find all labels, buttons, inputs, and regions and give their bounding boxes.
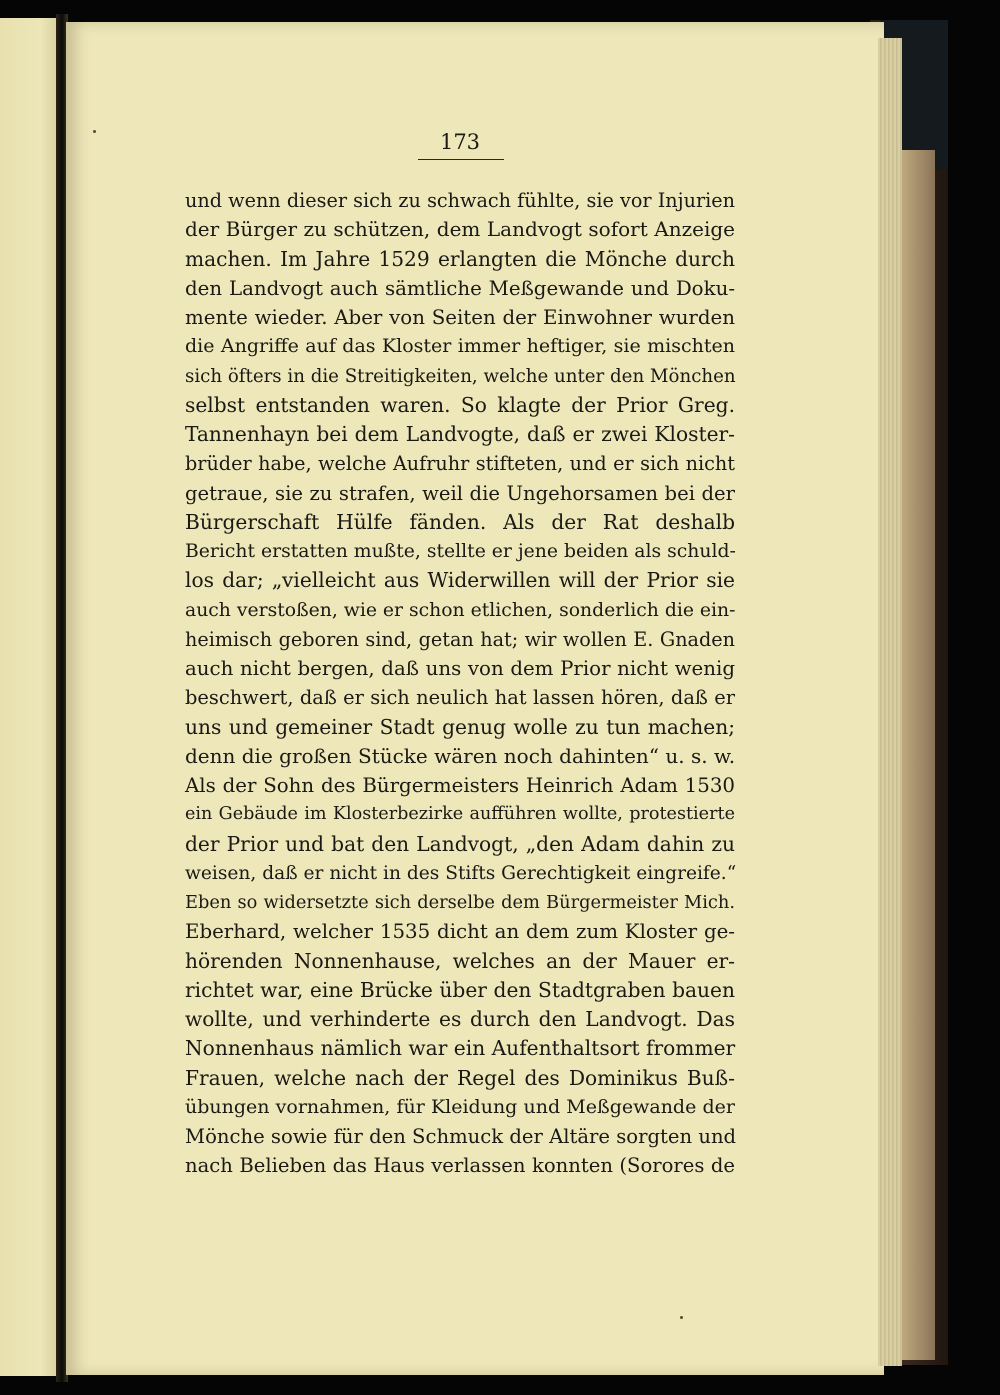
text-line: nach Belieben das Haus verlassen konnten (Sorores de [185, 1154, 735, 1178]
text-line: Mönche sowie für den Schmuck der Altäre sorgten und [185, 1125, 737, 1148]
text-line: Nonnenhaus nämlich war ein Aufenthaltsort frommer [185, 1036, 736, 1061]
text-line: brüder habe, welche Aufruhr stifteten, und er sich nicht [185, 452, 735, 476]
text-line: mente wieder. Aber von Seiten der Einwohner wurden [185, 306, 735, 329]
page-number-rule [418, 159, 504, 160]
text-line: Bürgerschaft Hülfe fänden. Als der Rat deshalb [185, 509, 735, 534]
text-line: Bericht erstatten mußte, stellte er jene beiden als schuld- [185, 541, 736, 562]
text-line: die Angriffe auf das Kloster immer heftiger, sie mischten [185, 335, 735, 358]
text-line: getraue, sie zu strafen, weil die Ungehorsamen bei der [185, 481, 735, 505]
text-line: Eberhard, welcher 1535 dicht an dem zum Kloster ge- [185, 920, 735, 944]
text-line: den Landvogt auch sämtliche Meßgewande und Doku- [185, 276, 735, 300]
text-line: hörenden Nonnenhause, welches an der Mauer er- [185, 948, 735, 973]
text-line: der Prior und bat den Landvogt, „den Adam dahin zu [185, 831, 735, 856]
text-line: richtet war, eine Brücke über den Stadtgraben bauen [185, 977, 735, 1002]
text-line: weisen, daß er nicht in des Stifts Gerechtigkeit eingreife.“ [185, 862, 737, 884]
text-line: los dar; „vielleicht aus Widerwillen will der Prior sie [185, 568, 735, 593]
text-line: und wenn dieser sich zu schwach fühlte, sie vor Injurien [185, 189, 735, 212]
text-line: selbst entstanden waren. So klagte der Prior Greg. [185, 392, 735, 417]
text-line: uns und gemeiner Stadt genug wolle zu tun machen; [185, 714, 735, 739]
text-line: ein Gebäude im Klosterbezirke aufführen wollte, protestierte [185, 804, 735, 825]
facing-page-edge [0, 18, 58, 1376]
text-line: denn die großen Stücke wären noch dahinten“ u. s. w. [185, 743, 736, 768]
text-line: auch verstoßen, wie er schon etlichen, sonderlich die ein- [185, 599, 736, 621]
text-line: beschwert, daß er sich neulich hat lassen hören, daß er [185, 686, 735, 710]
paper-speck [680, 1316, 683, 1319]
text-line: Als der Sohn des Bürgermeisters Heinrich Adam 1530 [185, 774, 735, 797]
text-line: machen. Im Jahre 1529 erlangten die Mönche durch [185, 246, 735, 271]
text-line: Tannenhayn bei dem Landvogte, daß er zwei Kloster- [185, 422, 735, 446]
paper-speck [93, 130, 96, 133]
text-line: Eben so widersetzte sich derselbe dem Bürgermeister Mich. [185, 892, 735, 913]
page-number: 173 [439, 130, 481, 154]
text-line: auch nicht bergen, daß uns von dem Prior nicht wenig [185, 657, 735, 680]
text-line: heimisch geboren sind, getan hat; wir wollen E. Gnaden [185, 627, 735, 651]
text-line: übungen vornahmen, für Kleidung und Meßgewande der [185, 1095, 735, 1118]
text-line: sich öfters in die Streitigkeiten, welche unter den Mönchen [185, 365, 736, 387]
text-line: Frauen, welche nach der Regel des Dominikus Buß- [185, 1065, 735, 1090]
text-line: der Bürger zu schützen, dem Landvogt sofort Anzeige [185, 217, 735, 242]
page-stack-edge [878, 38, 902, 1366]
text-line: wollte, und verhinderte es durch den Landvogt. Das [185, 1007, 735, 1031]
